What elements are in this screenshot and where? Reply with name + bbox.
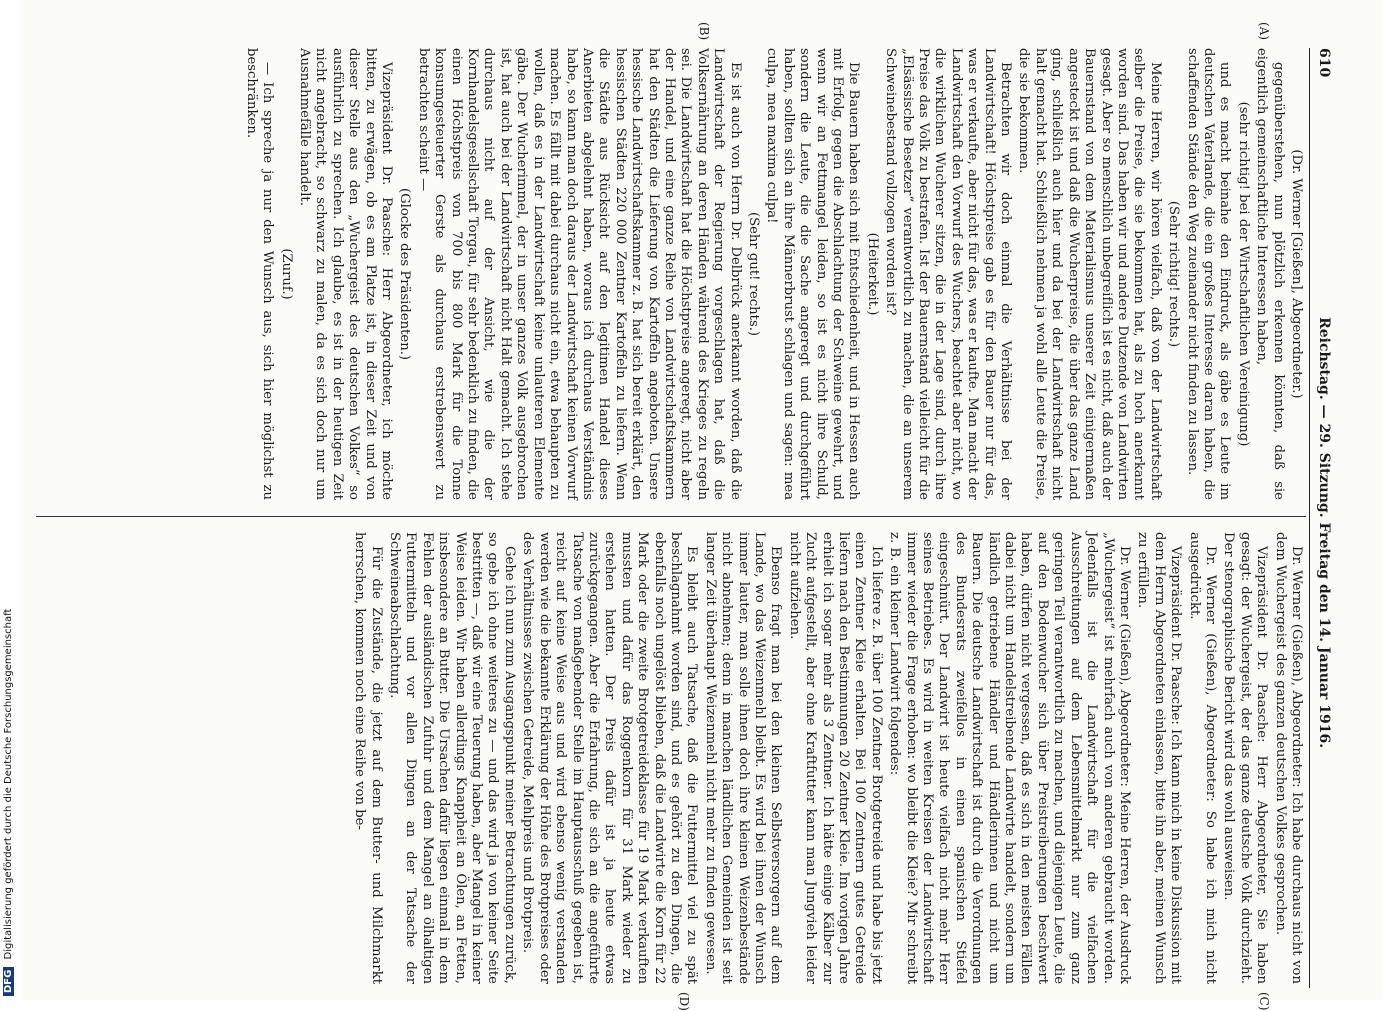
page-title: Reichstag. — 29. Sitzung. Freitag den 14. Januar 1916. xyxy=(1316,317,1332,749)
paragraph: Vizepräsident Dr. Paasche: Herr Abgeordneter, ich möchte bitten, zu erwägen, ob es am Platze ist, in dieser Zeit und von dieser Stelle aus den „Wuchergeist des deutschen Volkes“ so ausführlich zu sprechen. Ich glaube, es ist in der heutigen Zeit nicht angebracht, so schwarz zu malen, da es sich doch nur um Ausnahmefälle handelt. xyxy=(297,48,395,500)
paragraph: (Heiterkeit.) xyxy=(864,232,880,316)
paragraph: (Sehr gut! rechts.) xyxy=(746,211,761,337)
paragraph: und es macht beinahe den Eindruck, als gäbe es Leute im deutschen Vaterlande, die ein großes Interesse daran haben, die schaffenden Stände den Weg zueinander nicht finden zu lassen. xyxy=(1184,48,1233,500)
paragraph: Meine Herren, wir hören vielfach, daß von der Landwirtschaft selber die Preise, die sie bekommen hat, als zu hoch anerkannt worden sind. Das haben wir und andere Dutzende von Landwirten gesagt. Aber so menschlich unbegreiflich ist es nicht, daß auch der Bauernstand von dem Materialismus unserer Zeit einigermaßen angesteckt ist und daß die Wucherpreise, die über das ganze Land ging, schließlich auch hier und da bei der Landwirtschaft nicht halt gemacht hat. Schließlich nehmen ja wohl alle Leute die Preise, die sie bekommen. xyxy=(1016,48,1163,500)
paragraph: Dr. Werner (Gießen), Abgeordneter: Ich habe durchaus nicht von dem Wuchergeist des ganzen deutschen Volkes gesprochen. xyxy=(1272,532,1304,984)
column-divider xyxy=(36,516,1306,517)
dfg-logo: DFG xyxy=(3,967,14,996)
digitization-sidebar xyxy=(0,0,22,1000)
paragraph: Es bleibt auch Tatsache, daß die Futtermittel viel zu spät beschlagnahmt worden sind, und es gehört zu den Dingen, die ebenfalls noch ungelöst blieben, daß die Landwirte die Korn für 22 Mark oder die zweite Brotgetreideklasse für 19 Mark verkauften mussten und dafür das Roggenkorn für 31 Mark wieder zu erstehen hatten. Der Preis dafür ist ja heute etwas zurückgegangen. Aber die Erfahrung, die sich an die angeführte Tatsache von maßgebender Stelle im Hauptausschuß gegeben ist, reicht auf keine Weise aus und wird ebenso wenig verstanden werden wie die bekannte Erklärung der Höhe des Brotpreises oder des Verhältnisses zwischen Getreide, Mehlpreis und Brotpreis. xyxy=(520,532,700,984)
left-text-column xyxy=(240,48,1304,500)
paragraph: (Dr. Werner [Gießen], Abgeordneter.) xyxy=(1289,149,1304,399)
margin-letter-b: (B) xyxy=(697,22,711,41)
page-header xyxy=(1309,48,1332,988)
margin-letter-c: (C) xyxy=(1257,992,1271,1011)
paragraph: Vizepräsident Dr. Paasche: Ich kann mich in keine Diskussion mit dem Herrn Abgeordneten einlassen, bitte ihn aber, meinen Wunsch zu erfüllen. xyxy=(1135,532,1184,984)
paragraph: Die Bauern haben sich mit Entschiedenheit, und in Hessen auch mit Erfolg, gegen die Abschlachtung der Schweine gewehrt, und wenn wir an Fettmangel leiden, so ist es nicht ihre Schuld, sondern die Leute, die die Sache angeregt und durchgeführt haben, sollten sich an ihre Männerbrust schlagen und sagen: mea culpa, mea maxima culpa! xyxy=(764,48,862,500)
paragraph: Ich liefere z. B. über 100 Zentner Brotgetreide und habe bis jetzt einen Zentner Kleie erhalten. Bei 100 Zentnern gutes Getreide liefern nach den Bestimmungen 20 Zentner Kleie. Im vorigen Jahre erhielt ich sogar mehr als 3 Zentner. Ich hätte einige Kälber zur Zucht aufgestellt, aber ohne Kraftfutter kann man Jungvieh leider nicht aufziehen. xyxy=(786,532,884,984)
paragraph: — Ich spreche ja nur den Wunsch aus, sich hier möglichst zu beschränken. xyxy=(243,48,276,500)
margin-letter-d: (D) xyxy=(677,992,691,1011)
paragraph: (Glocke des Präsidenten.) xyxy=(397,187,413,361)
paragraph: (Sehr richtig! rechts.) xyxy=(1166,200,1182,348)
margin-letter-a: (A) xyxy=(1257,22,1271,41)
paragraph: Gehe ich nun zum Ausgangspunkt meiner Betrachtungen zurück, so gebe ich ohne weiteres zu — und das wird ja von keiner Seite bestritten —, daß wir eine Teuerung haben, aber Mangel in keiner Weise leiden. Wir haben allerdings Knappheit an Ölen, an Fetten, insbesondere an Butter. Die Ursachen dafür liegen einmal in dem Fehlen der ausländischen Zufuhr und dem Mangel an ölhaltigen Futtermitteln und vor allen Dingen an der Tatsache der Schweineabschlachtung. xyxy=(387,532,517,984)
paragraph: Für die Zustände, die jetzt auf dem Butter- und Milchmarkt herrschen, kommen noch eine Reihe von be- xyxy=(352,532,384,984)
paragraph: gegenüberstehen, nun plötzlich erkennen könnten, daß sie eigentlich gemeinschaftliche Interessen haben, xyxy=(1254,48,1286,500)
rotated-page-content xyxy=(32,22,1332,1011)
page-number: 610 xyxy=(1316,48,1332,78)
paragraph: (sehr richtig! bei der Wirtschaftlichen Vereinigung) xyxy=(1235,101,1251,447)
paragraph: Ebenso fragt man bei den kleinen Selbstversorgern auf dem Lande, wo das Weizenmehl bleibt. Es wird bei ihnen der Wunsch immer lauter, man solle ihnen doch ihre kleinen Weizenbestände nicht abnehmen; denn in manchen ländlichen Gemeinden ist seit langer Zeit überhaupt Weizenmehl nicht mehr zu finden gewesen. xyxy=(702,532,784,984)
paragraph: Dr. Werner (Gießen), Abgeordneter: So habe ich mich nicht ausgedrückt. xyxy=(1186,532,1218,984)
right-text-column xyxy=(349,532,1304,984)
paragraph: Dr. Werner (Gießen), Abgeordneter: Meine Herren, der Ausdruck „Wuchergeist“ ist mehrfach auch von anderen gebraucht worden. Jedenfalls ist die Landwirtschaft für die vielfachen Ausschreitungen auf dem Lebensmittelmarkt nur zum ganz geringen Teil verantwortlich zu machen, und diejenigen Leute, die auf den Bodenwucher sich über Preistreiberungen beschwert haben, dürfen nicht vergessen, daß es sich in den meisten Fällen dabei nicht um Handelstreibende Landwirte handelt, sondern um ländlich getriebene Händler und Händlerinnen und nicht um Bauern. Die deutsche Landwirtschaft ist durch die Verordnungen des Bundesrats zweifellos in einen spanischen Stiefel eingeschnürt. Der Landwirt ist heute vielfach nicht mehr Herr seines Betriebes. Es wird in weiten Kreisen der Landwirtschaft immer wieder die Frage erhoben: wo bleibt die Kleie? Mir schreibt z. B. ein kleiner Landwirt folgendes: xyxy=(887,532,1132,984)
digitization-credit: Digitalisierung gefördert durch die Deutsche Forschungsgemeinschaft xyxy=(3,608,14,960)
paragraph: (Zuruf.) xyxy=(278,248,294,300)
paragraph: Es ist auch von Herrn Dr. Delbrück anerkannt worden, daß die Landwirtschaft der Regierung vorgeschlagen hat, daß die Volksernährung an deren Händen während des Krieges zu regeln sei. Die Landwirtschaft hat die Höchstpreise angeregt, nicht aber der Handel, und eine ganze Reihe von Landwirtschaftskammern hat den Städten die Lieferung von Kartoffeln angeboten. Unsere hessische Landwirtschaftskammer z. B. hat sich bereit erklärt, den hessischen Städten 220 000 Zentner Kartoffeln zu liefern. Wenn die Städte aus Rücksicht auf den legitimen Handel dieses Anerbieten abgelehnt haben, woraus ich durchaus Verständnis habe, so kann man doch daraus der Landwirtschaft keinen Vorwurf machen. Es fällt mit dabei durchaus nicht ein, etwa behaupten zu wollen, daß es in der Landwirtschaft keine unlauteren Elemente gäbe. Der Wucherimmel, der in unser ganzes Volk ausgebrochen ist, hat auch bei der Landwirtschaft nicht Halt gemacht. Ich stehe durchaus nicht auf der Ansicht, wie die der Kornhandelsgesellschaft Torgau, für sehr bedenklich zu finden, die einen Höchstpreis von 700 bis 800 Mark für die Tonne konsumgesteuerter Gerste als durchaus erstrebenswert zu betrachten scheint — xyxy=(415,48,743,500)
paragraph: Vizepräsident Dr. Paasche: Herr Abgeordneter, Sie haben gesagt: der Wuchergeist, der das ganze deutsche Volk durchzieht. Der stenographische Bericht wird das wohl ausweisen. xyxy=(1221,532,1270,984)
paragraph: Betrachten wir doch einmal die Verhältnisse bei der Landwirtschaft! Höchstpreise gab es für den Bauer nur für das, was er verkaufte, aber nicht für das, was er kaufte. Man macht der Landwirtschaft den Vorwurf des Wuchers, beachtet aber nicht, wo die wirklichen Wucherer sitzen, die in der Lage sind, durch ihre Preise das Volk zu bestrafen. Ist der Bauernstand vielleicht für die „Elsässische Besetzer“ verantwortlich zu machen, die an unserem Schweinebestand vollzogen worden ist? xyxy=(883,48,1014,500)
